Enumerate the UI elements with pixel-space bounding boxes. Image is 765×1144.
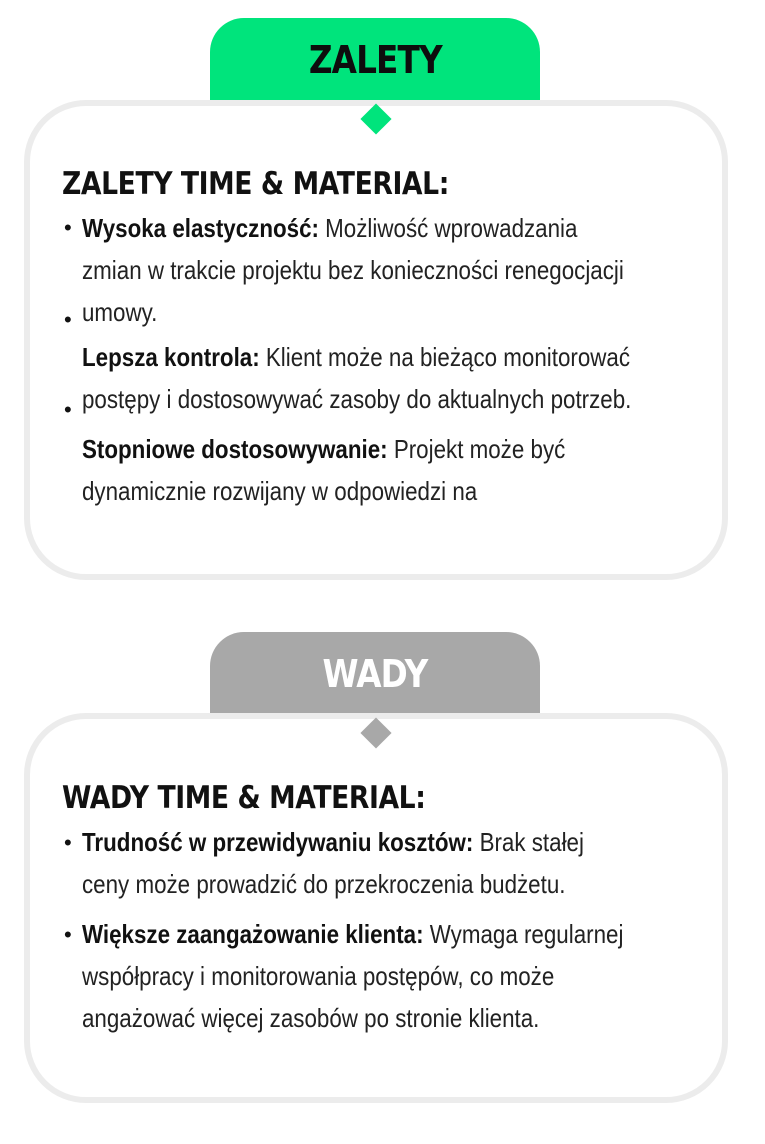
cons-item-1-text: Brak stałej ceny może prowadzić do przekroczenia budżetu.	[82, 827, 584, 899]
bullet-dot: •	[64, 215, 72, 240]
bullet-dot: •	[64, 307, 72, 332]
pros-tab	[210, 18, 540, 100]
cons-item-2	[82, 913, 632, 1039]
cons-card	[24, 713, 728, 1103]
pros-item-3	[82, 428, 632, 512]
cons-item-1	[82, 821, 632, 905]
pros-item-1	[82, 207, 632, 333]
cons-tab-label: WADY	[322, 652, 428, 696]
pros-tab-label: ZALETY	[308, 38, 442, 82]
pros-item-2	[82, 336, 632, 420]
pros-item-1-text: Możliwość wprowadzania zmian w trakcie projektu bez konieczności renegocjacji umowy.	[82, 213, 624, 327]
pros-item-2-text: Klient może na bieżąco monitorować postępy i dostosowywać zasoby do aktualnych potrzeb.	[82, 342, 632, 414]
bullet-dot: •	[64, 397, 72, 422]
pros-item-3-label: Stopniowe dostosowywanie:	[82, 434, 388, 464]
cons-heading: WADY TIME & MATERIAL:	[62, 780, 426, 816]
cons-tab	[210, 632, 540, 714]
cons-item-1-label: Trudność w przewidywaniu kosztów:	[82, 827, 474, 857]
pros-heading: ZALETY TIME & MATERIAL:	[62, 166, 449, 202]
cons-item-2-label: Większe zaangażowanie klienta:	[82, 919, 424, 949]
pros-item-2-label: Lepsza kontrola:	[82, 342, 260, 372]
bullet-dot: •	[64, 830, 72, 855]
bullet-dot: •	[64, 922, 72, 947]
pros-item-3-text: Projekt może być dynamicznie rozwijany w odpowiedzi na	[82, 434, 566, 506]
cons-item-2-text: Wymaga regularnej współpracy i monitorowania postępów, co może angażować więcej zasobów po stronie klienta.	[82, 919, 624, 1033]
pros-item-1-label: Wysoka elastyczność:	[82, 213, 319, 243]
